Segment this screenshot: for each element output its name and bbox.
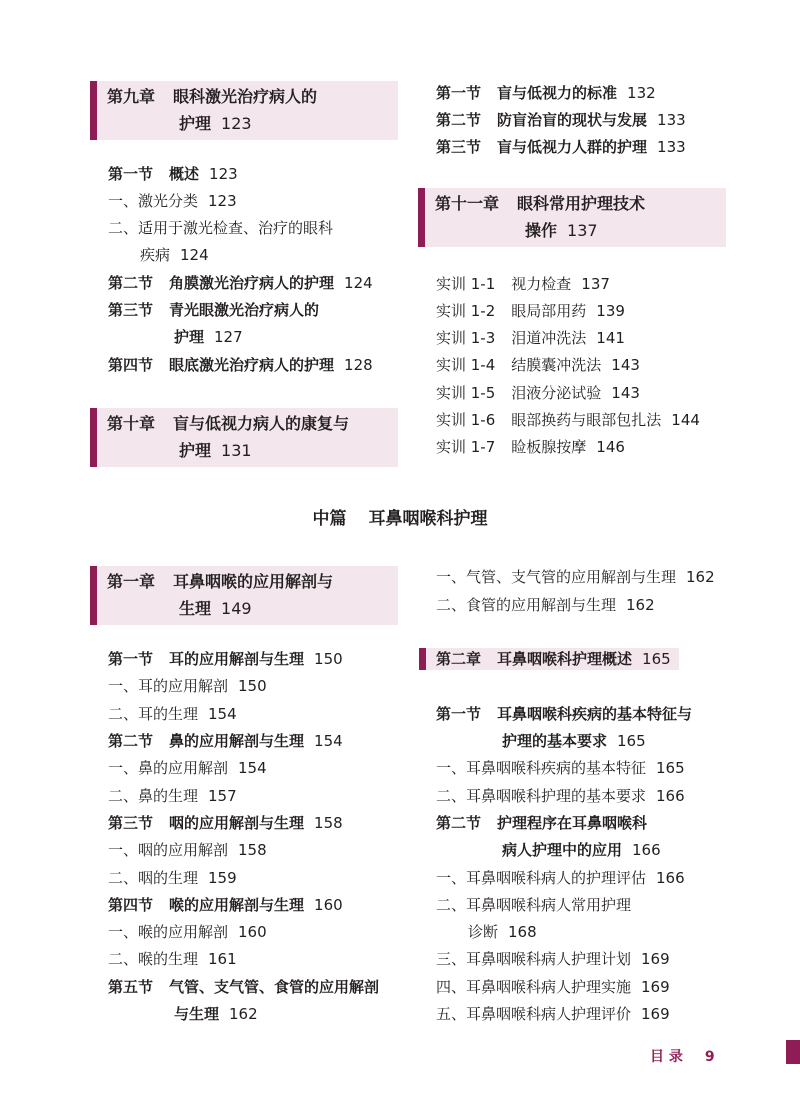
toc-entry-cont[interactable] (108, 245, 209, 265)
entry-title: 防盲治盲的现状与发展 (497, 111, 648, 129)
toc-entry[interactable] (108, 300, 319, 320)
entry-title: 青光眼激光治疗病人的 (169, 301, 320, 319)
practical-entry[interactable] (436, 274, 610, 294)
practical-number: 实训 1-1 (436, 275, 496, 293)
entry-title: 盲与低视力的标准 (497, 84, 618, 102)
page-number: 162 (686, 568, 715, 586)
toc-entry[interactable] (436, 83, 656, 103)
entry-title: 气管、支气管、食管的应用解剖 (169, 978, 380, 996)
part-name: 耳鼻咽喉科护理 (368, 509, 488, 529)
page-number: 143 (611, 384, 640, 402)
page-number: 143 (611, 356, 640, 374)
page-number: 166 (656, 869, 685, 887)
chapter-title-cont: 生理 (179, 599, 212, 618)
footer-page-number: 9 (704, 1049, 715, 1065)
page-edge-tab (786, 1040, 800, 1064)
entry-title: 二、鼻的生理 (108, 787, 199, 805)
section-number: 第一节 (436, 84, 482, 102)
toc-entry[interactable] (108, 218, 333, 238)
practical-entry[interactable] (436, 328, 625, 348)
toc-entry[interactable] (436, 949, 670, 969)
toc-entry[interactable] (436, 704, 692, 724)
practical-entry[interactable] (436, 383, 640, 403)
chapter-title-cont: 操作 (525, 221, 558, 240)
toc-entry[interactable] (108, 813, 343, 833)
page-number: 162 (626, 596, 655, 614)
page-number: 123 (208, 192, 237, 210)
practical-number: 实训 1-5 (436, 384, 496, 402)
practical-number: 实训 1-3 (436, 329, 496, 347)
page-number: 160 (314, 896, 343, 914)
chapter-number: 第二章 (436, 650, 482, 668)
entry-title: 五、耳鼻咽喉科病人护理评价 (436, 1005, 632, 1023)
practical-entry[interactable] (436, 437, 625, 457)
page-number: 154 (208, 705, 237, 723)
toc-entry[interactable] (108, 355, 373, 375)
entry-title: 护理 (174, 328, 205, 346)
section-number: 第一节 (108, 650, 154, 668)
chapter-2-heading[interactable] (436, 649, 679, 669)
page-number: 124 (180, 246, 209, 264)
entry-title: 泪液分泌试验 (511, 384, 602, 402)
toc-entry-cont[interactable] (436, 840, 661, 860)
page-number: 124 (344, 274, 373, 292)
chapter-10-heading[interactable] (90, 408, 398, 467)
toc-entry-cont[interactable] (436, 731, 646, 751)
page-number: 169 (641, 978, 670, 996)
page-number: 154 (314, 732, 343, 750)
entry-title: 眼底激光治疗病人的护理 (169, 356, 335, 374)
page-number: 137 (581, 275, 610, 293)
entry-title: 二、耳鼻咽喉科护理的基本要求 (436, 787, 647, 805)
entry-title: 耳鼻咽喉科疾病的基本特征与 (497, 705, 693, 723)
toc-entry-cont[interactable] (436, 922, 537, 942)
chapter-number: 第十一章 (435, 194, 500, 213)
toc-entry[interactable] (436, 137, 686, 157)
toc-entry[interactable] (108, 922, 267, 942)
practical-number: 实训 1-4 (436, 356, 496, 374)
practical-entry[interactable] (436, 355, 640, 375)
toc-entry[interactable] (108, 704, 237, 724)
chapter-title: 耳鼻咽喉科护理概述 (497, 650, 633, 668)
entry-title: 病人护理中的应用 (502, 841, 623, 859)
page-number: 127 (214, 328, 243, 346)
page-number: 166 (656, 787, 685, 805)
entry-title: 一、耳鼻咽喉科病人的护理评估 (436, 869, 647, 887)
toc-entry-cont[interactable] (108, 327, 243, 347)
practical-number: 实训 1-2 (436, 302, 496, 320)
entry-title: 眼局部用药 (511, 302, 587, 320)
page-number: 137 (567, 221, 598, 240)
page-number: 169 (641, 950, 670, 968)
entry-title: 一、气管、支气管的应用解剖与生理 (436, 568, 677, 586)
page-number: 165 (642, 650, 671, 668)
entry-title: 与生理 (174, 1005, 220, 1023)
chapter-title-cont: 护理 (179, 114, 212, 133)
page-number: 169 (641, 1005, 670, 1023)
part-title (0, 504, 800, 529)
toc-entry[interactable] (108, 273, 373, 293)
page-number: 158 (238, 841, 267, 859)
chapter-title: 眼科常用护理技术 (517, 194, 646, 213)
entry-title: 护理的基本要求 (502, 732, 608, 750)
toc-entry-cont[interactable] (108, 1004, 258, 1024)
entry-title: 一、喉的应用解剖 (108, 923, 229, 941)
toc-entry[interactable] (108, 191, 237, 211)
toc-entry[interactable] (108, 895, 343, 915)
page-number: 144 (671, 411, 700, 429)
section-number: 第四节 (108, 356, 154, 374)
page-number: 158 (314, 814, 343, 832)
practical-entry[interactable] (436, 410, 700, 430)
toc-entry[interactable] (108, 731, 343, 751)
chapter-number: 第一章 (107, 572, 156, 591)
entry-title: 二、喉的生理 (108, 950, 199, 968)
toc-entry[interactable] (108, 649, 343, 669)
page-number: 132 (627, 84, 656, 102)
page-footer (650, 1046, 715, 1066)
page-number: 128 (344, 356, 373, 374)
entry-title: 三、耳鼻咽喉科病人护理计划 (436, 950, 632, 968)
page-number: 154 (238, 759, 267, 777)
section-number: 第三节 (108, 814, 154, 832)
entry-title: 概述 (169, 165, 200, 183)
chapter-title: 耳鼻咽喉的应用解剖与 (173, 572, 334, 591)
entry-title: 结膜囊冲洗法 (511, 356, 602, 374)
page-number: 133 (657, 138, 686, 156)
chapter-number: 第九章 (107, 87, 156, 106)
chapter-9-heading[interactable] (90, 81, 398, 140)
entry-title: 耳的应用解剖与生理 (169, 650, 305, 668)
toc-entry[interactable] (108, 676, 267, 696)
entry-title: 眼部换药与眼部包扎法 (511, 411, 662, 429)
page-number: 139 (596, 302, 625, 320)
page-number: 146 (596, 438, 625, 456)
entry-title: 视力检查 (511, 275, 572, 293)
section-number: 第一节 (436, 705, 482, 723)
practical-number: 实训 1-6 (436, 411, 496, 429)
section-number: 第二节 (108, 274, 154, 292)
page-number: 162 (229, 1005, 258, 1023)
section-number: 第二节 (436, 111, 482, 129)
page-number: 123 (221, 114, 252, 133)
toc-entry[interactable] (108, 164, 238, 184)
section-number: 第二节 (436, 814, 482, 832)
entry-title: 一、鼻的应用解剖 (108, 759, 229, 777)
toc-entry[interactable] (436, 110, 686, 130)
page-number: 123 (209, 165, 238, 183)
section-number: 第五节 (108, 978, 154, 996)
part-label: 中篇 (312, 509, 347, 529)
footer-label: 目 录 (650, 1049, 683, 1065)
page-number: 160 (238, 923, 267, 941)
section-number: 第三节 (436, 138, 482, 156)
entry-title: 咽的应用解剖与生理 (169, 814, 305, 832)
page-number: 131 (221, 441, 252, 460)
page-number: 141 (596, 329, 625, 347)
toc-entry[interactable] (436, 595, 655, 615)
toc-entry[interactable] (108, 840, 267, 860)
page-number: 133 (657, 111, 686, 129)
section-number: 第四节 (108, 896, 154, 914)
page-number: 149 (221, 599, 252, 618)
entry-title: 二、适用于激光检查、治疗的眼科 (108, 219, 334, 237)
entry-title: 一、耳的应用解剖 (108, 677, 229, 695)
toc-entry[interactable] (436, 895, 631, 915)
chapter-title-cont: 护理 (179, 441, 212, 460)
page-number: 168 (508, 923, 537, 941)
page-number: 161 (208, 950, 237, 968)
entry-title: 二、耳鼻咽喉科病人常用护理 (436, 896, 632, 914)
chapter-number: 第十章 (107, 414, 156, 433)
toc-entry[interactable] (108, 758, 267, 778)
entry-title: 睑板腺按摩 (511, 438, 587, 456)
section-number: 第三节 (108, 301, 154, 319)
entry-title: 泪道冲洗法 (511, 329, 587, 347)
entry-title: 疾病 (140, 246, 171, 264)
toc-entry[interactable] (436, 567, 715, 587)
chapter-title: 眼科激光治疗病人的 (173, 87, 318, 106)
page-number: 150 (314, 650, 343, 668)
entry-title: 盲与低视力人群的护理 (497, 138, 648, 156)
practical-entry[interactable] (436, 301, 625, 321)
page-number: 159 (208, 869, 237, 887)
entry-title: 一、咽的应用解剖 (108, 841, 229, 859)
toc-entry[interactable] (436, 786, 685, 806)
page-number: 165 (656, 759, 685, 777)
toc-entry[interactable] (436, 758, 685, 778)
entry-title: 二、咽的生理 (108, 869, 199, 887)
entry-title: 角膜激光治疗病人的护理 (169, 274, 335, 292)
toc-entry[interactable] (436, 1004, 670, 1024)
entry-title: 鼻的应用解剖与生理 (169, 732, 305, 750)
section-number: 第二节 (108, 732, 154, 750)
entry-title: 四、耳鼻咽喉科病人护理实施 (436, 978, 632, 996)
toc-entry[interactable] (436, 977, 670, 997)
entry-title: 诊断 (468, 923, 499, 941)
chapter-1-heading[interactable] (90, 566, 398, 625)
toc-entry[interactable] (108, 949, 237, 969)
toc-entry[interactable] (436, 868, 685, 888)
toc-entry[interactable] (108, 868, 237, 888)
entry-title: 喉的应用解剖与生理 (169, 896, 305, 914)
section-number: 第一节 (108, 165, 154, 183)
toc-entry[interactable] (108, 977, 379, 997)
chapter-title: 盲与低视力病人的康复与 (173, 414, 350, 433)
toc-entry[interactable] (108, 786, 237, 806)
page-number: 166 (632, 841, 661, 859)
entry-title: 一、激光分类 (108, 192, 199, 210)
entry-title: 护理程序在耳鼻咽喉科 (497, 814, 648, 832)
entry-title: 二、耳的生理 (108, 705, 199, 723)
page-number: 165 (617, 732, 646, 750)
page-number: 157 (208, 787, 237, 805)
toc-entry[interactable] (436, 813, 647, 833)
entry-title: 一、耳鼻咽喉科疾病的基本特征 (436, 759, 647, 777)
entry-title: 二、食管的应用解剖与生理 (436, 596, 617, 614)
practical-number: 实训 1-7 (436, 438, 496, 456)
page-number: 150 (238, 677, 267, 695)
chapter-11-heading[interactable] (418, 188, 726, 247)
